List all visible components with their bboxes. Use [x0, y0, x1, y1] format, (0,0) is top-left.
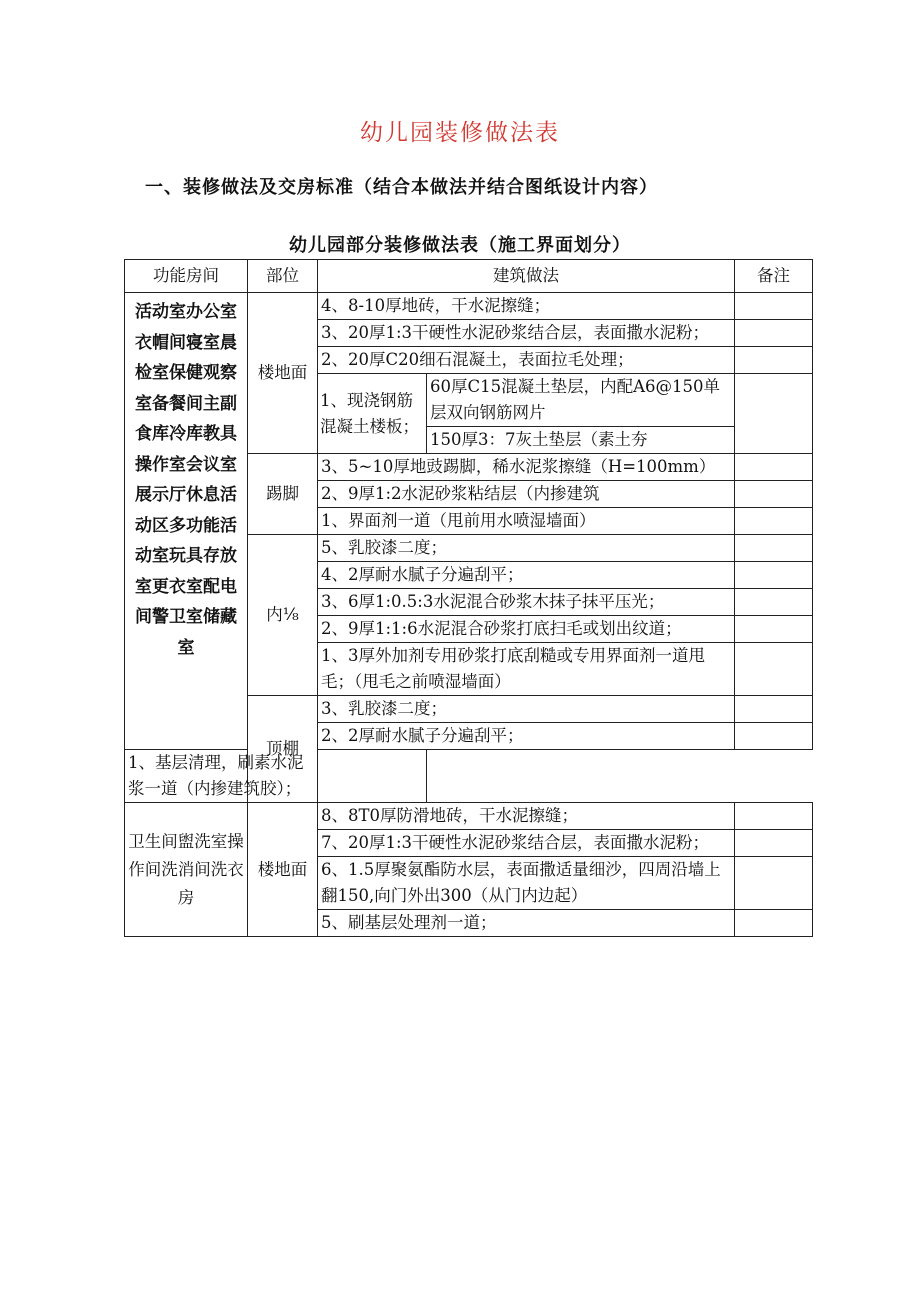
table-row: [125, 803, 813, 830]
method-cell: 4、2厚耐水腻子分遍刮平；: [318, 562, 735, 589]
method-cell: 1、3厚外加剂专用砂浆打底刮糙或专用界面剂一道甩毛；（甩毛之前喷湿墙面）: [318, 643, 735, 696]
remark-cell: [735, 910, 813, 937]
method-cell: 5、乳胶漆二度；: [318, 535, 735, 562]
method-cell: 3、乳胶漆二度；: [318, 696, 735, 723]
method-cell: 1、基层清理，刷素水泥浆一道（内掺建筑胶）；: [125, 750, 318, 803]
method-cell: 2、20厚C20细石混凝土，表面拉毛处理；: [318, 347, 735, 374]
remark-cell: [735, 508, 813, 535]
table-caption: 幼儿园部分装修做法表（施工界面划分）: [289, 235, 631, 256]
remark-cell: [735, 481, 813, 508]
remark-cell: [735, 589, 813, 616]
table-row: [125, 750, 813, 803]
remark-cell: [735, 562, 813, 589]
remark-cell: [735, 293, 813, 320]
remark-cell: [735, 320, 813, 347]
remark-cell: [735, 535, 813, 562]
method-cell: 4、8-10厚地砖，干水泥擦缝；: [318, 293, 735, 320]
header-method: 建筑做法: [318, 260, 735, 293]
header-function-room: 功能房间: [125, 260, 248, 293]
part-floor: 楼地面: [248, 803, 318, 937]
method-cell: 150厚3：7灰土垫层（素土夯: [427, 427, 735, 454]
table-header-row: [125, 260, 813, 293]
method-cell: 1、界面剂一道（甩前用水喷湿墙面）: [318, 508, 735, 535]
method-cell: 2、9厚1:2水泥砂浆粘结层（内掺建筑: [318, 481, 735, 508]
sub-label-cell: 1、现浇钢筋混凝土楼板；: [318, 374, 427, 454]
part-ceiling: 顶棚: [248, 696, 318, 803]
remark-cell: [735, 803, 813, 830]
remark-cell: [735, 347, 813, 374]
remark-cell: [735, 374, 813, 454]
room-list-cell: 活动室办公室衣帽间寝室晨检室保健观察室备餐间主副食库冷库教具操作室会议室展示厅休息活动区多功能活动室玩具存放室更衣室配电间警卫室储藏室: [125, 293, 248, 750]
remark-cell: [735, 454, 813, 481]
part-floor: 楼地面: [248, 293, 318, 454]
method-cell: 2、9厚1:1:6水泥混合砂浆打底扫毛或划出纹道；: [318, 616, 735, 643]
remark-cell: [735, 696, 813, 723]
remark-cell: [735, 643, 813, 696]
method-cell: 3、5~10厚地豉踢脚，稀水泥浆擦缝（H=100mm）: [318, 454, 735, 481]
method-cell: 8、8T0厚防滑地砖，干水泥擦缝；: [318, 803, 735, 830]
header-part: 部位: [248, 260, 318, 293]
method-cell: 3、6厚1:0.5:3水泥混合砂浆木抹子抹平压光；: [318, 589, 735, 616]
method-cell: 60厚C15混凝土垫层，内配A6@150单层双向钢筋网片: [427, 374, 735, 427]
remark-cell: [735, 857, 813, 910]
header-remarks: 备注: [735, 260, 813, 293]
method-cell: 2、2厚耐水腻子分遍刮平；: [318, 723, 735, 750]
part-skirting: 踢脚: [248, 454, 318, 535]
method-cell: 3、20厚1:3干硬性水泥砂浆结合层，表面撒水泥粉；: [318, 320, 735, 347]
method-cell: 6、1.5厚聚氨酯防水层，表面撒适量细沙，四周沿墙上翻150,向门外出300（从门内边起）: [318, 857, 735, 910]
remark-cell: [318, 750, 427, 803]
remark-cell: [735, 616, 813, 643]
remark-cell: [735, 723, 813, 750]
section-heading: 一、装修做法及交房标准（结合本做法并结合图纸设计内容）: [145, 177, 658, 198]
part-wall: 内⅛: [248, 535, 318, 696]
method-cell: 5、刷基层处理剂一道；: [318, 910, 735, 937]
decoration-table: [124, 259, 813, 937]
room-list-cell: 卫生间盥洗室操作间洗消间洗衣房: [125, 803, 248, 937]
table-row: [125, 293, 813, 320]
remark-cell: [735, 830, 813, 857]
page-title: 幼儿园装修做法表: [360, 120, 560, 146]
method-cell: 7、20厚1:3干硬性水泥砂浆结合层，表面撒水泥粉；: [318, 830, 735, 857]
